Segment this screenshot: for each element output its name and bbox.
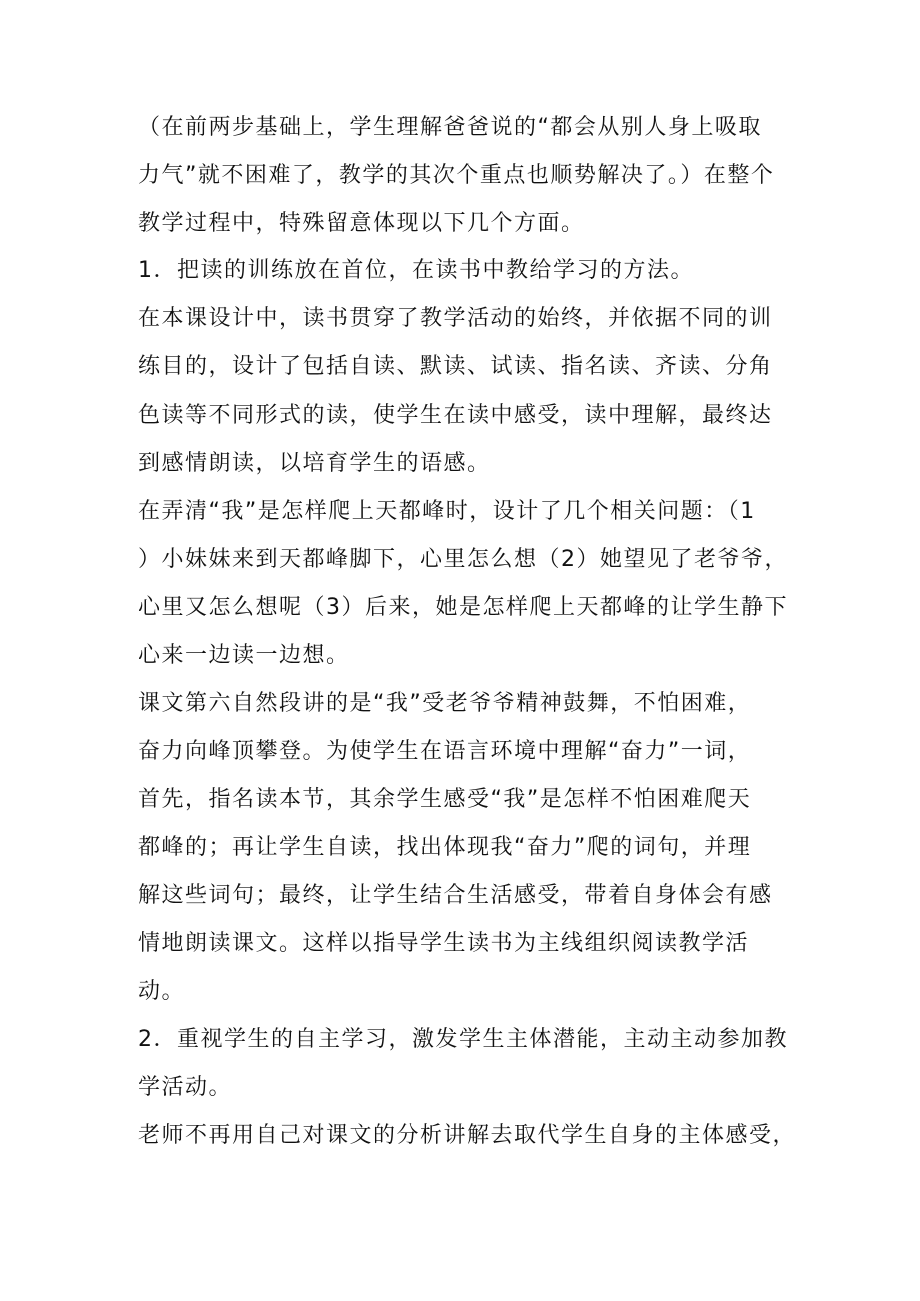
- paragraph-line: 在本课设计中，读书贯穿了教学活动的始终，并依据不同的训: [138, 306, 773, 331]
- paragraph-line: 到感情朗读，以培育学生的语感。: [138, 451, 491, 476]
- paragraph-line: 首先，指名读本节，其余学生感受“我”是怎样不怕困难爬天: [138, 787, 752, 812]
- paragraph-line: 情地朗读课文。这样以指导学生读书为主线组织阅读教学活: [138, 931, 750, 956]
- paragraph-line: 在弄清“我”是怎样爬上天都峰时，设计了几个相关问题：（1: [138, 499, 756, 524]
- paragraph-line: 解这些词句；最终，让学生结合生活感受，带着自身体会有感: [138, 883, 773, 908]
- paragraph-line: 心来一边读一边想。: [138, 643, 350, 668]
- section-heading: 2．重视学生的自主学习，激发学生主体潜能，主动主动参加教: [138, 1027, 788, 1052]
- paragraph-line: 奋力向峰顶攀登。为使学生在语言环境中理解“奋力”一词，: [138, 739, 752, 764]
- paragraph-line: 练目的，设计了包括自读、默读、试读、指名读、齐读、分角: [138, 354, 773, 379]
- paragraph-line: 力气”就不困难了，教学的其次个重点也顺势解决了。）在整个: [138, 163, 775, 188]
- paragraph-line: ）小妹妹来到天都峰脚下，心里怎么想（2）她望见了老爷爷，: [138, 547, 788, 572]
- paragraph-line: 老师不再用自己对课文的分析讲解去取代学生自身的主体感受，: [138, 1123, 797, 1148]
- paragraph-line: 心里又怎么想呢（3）后来，她是怎样爬上天都峰的让学生静下: [138, 595, 788, 620]
- paragraph-line: 都峰的；再让学生自读，找出体现我“奋力”爬的词句，并理: [138, 835, 752, 860]
- paragraph-line: 动。: [138, 979, 186, 1004]
- paragraph-line: 色读等不同形式的读，使学生在读中感受，读中理解，最终达: [138, 403, 773, 428]
- paragraph-line: 教学过程中，特殊留意体现以下几个方面。: [138, 211, 585, 236]
- paragraph-line: 学活动。: [138, 1075, 233, 1100]
- paragraph-line: （在前两步基础上，学生理解爸爸说的“都会从别人身上吸取: [138, 115, 762, 140]
- section-heading: 1．把读的训练放在首位，在读书中教给学习的方法。: [138, 258, 694, 283]
- paragraph-line: 课文第六自然段讲的是“我”受老爷爷精神鼓舞，不怕困难，: [138, 691, 752, 716]
